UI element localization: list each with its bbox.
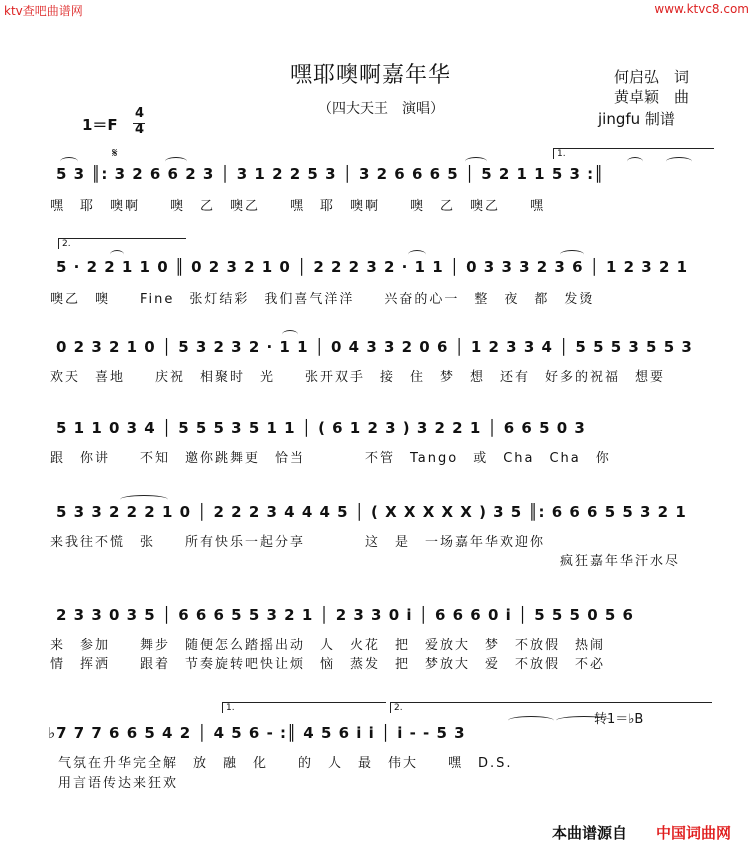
slur — [465, 157, 487, 166]
slur — [165, 157, 187, 166]
watermark-top-left: ktv查吧曲谱网 — [4, 4, 83, 18]
slur — [666, 157, 692, 166]
tie — [110, 250, 124, 259]
lyrics-line-1: 跟 你讲 不知 邀你跳舞更 恰当 不管 Tango 或 Cha Cha 你 — [50, 451, 611, 466]
footer-source-site: 中国词曲网 — [656, 824, 732, 842]
tie — [627, 157, 643, 166]
notation-line: 5 3 3 2 2 2 1 0 │ 2 2 2 3 4 4 4 5 │ ( X X X X X ) 3 5 ║: 6 6 6 5 5 3 2 1 — [56, 503, 687, 521]
volta-bracket: 1. — [553, 148, 714, 159]
slur — [508, 716, 554, 725]
lyrics-line-1: 来我往不慌 张 所有快乐一起分享 这 是 一场嘉年华欢迎你 — [50, 535, 546, 550]
slur — [560, 250, 584, 259]
lyrics-line-1: 来 参加 舞步 随便怎么踏摇出动 人 火花 把 爱放大 梦 不放假 热闹 — [50, 638, 606, 653]
tie — [282, 330, 298, 339]
watermark-top-right: www.ktvc8.com — [654, 2, 749, 16]
lyricist-credit: 何启弘 词 — [614, 68, 690, 86]
transcriber-credit: jingfu 制谱 — [598, 110, 675, 128]
time-signature-line — [133, 123, 145, 124]
volta-bracket: 2. — [58, 238, 186, 249]
notation-line: 0 2 3 2 1 0 │ 5 3 2 3 2 · 1 1 │ 0 4 3 3 2 0 6 │ 1 2 3 3 4 │ 5 5 5 3 5 5 3 — [56, 338, 693, 356]
notation-line: 5 1 1 0 3 4 │ 5 5 5 3 5 1 1 │ ( 6 1 2 3 ) 3 2 2 1 │ 6 6 5 0 3 — [56, 419, 586, 437]
lyrics-line-1: 噢乙 噢 Fine 张灯结彩 我们喜气洋洋 兴奋的心一 整 夜 都 发烫 — [50, 292, 595, 307]
lyrics-line-1: 欢天 喜地 庆祝 相聚时 光 张开双手 接 住 梦 想 还有 好多的祝福 想要 — [50, 370, 666, 385]
notation-line: 5 3 ║: 3 2 6 6 2 3 │ 3 1 2 2 5 3 │ 3 2 6 6 6 5 │ 5 2 1 1 5 3 :║ — [56, 165, 605, 183]
lyrics-line-1: 气氛在升华完全解 放 融 化 的 人 最 伟大 嘿 D.S. — [58, 756, 513, 771]
volta-bracket: 2. — [390, 702, 712, 713]
time-signature-bottom: 4 — [135, 122, 145, 137]
segno-icon: 𝄋 — [112, 146, 118, 161]
slur — [120, 495, 168, 504]
footer-source-label: 本曲谱源自 — [552, 824, 628, 842]
singer-credit: （四大天王 演唱） — [318, 101, 444, 117]
composer-credit: 黄卓颖 曲 — [614, 88, 690, 106]
lyrics-line-2: 情 挥洒 跟着 节奏旋转吧快让烦 恼 蒸发 把 梦放大 爱 不放假 不必 — [50, 657, 606, 672]
volta-bracket: 1. — [222, 702, 386, 713]
modulation-mark: 转1＝♭B — [594, 712, 644, 727]
notation-line: 2 3 3 0 3 5 │ 6 6 6 5 5 3 2 1 │ 2 3 3 0 i │ 6 6 6 0 i │ 5 5 5 0 5 6 — [56, 606, 634, 624]
notation-line: 5 · 2 2 1 1 0 ║ 0 2 3 2 1 0 │ 2 2 2 3 2 · 1 1 │ 0 3 3 3 2 3 6 │ 1 2 3 2 1 — [56, 258, 689, 276]
lyrics-line-2: 用言语传达来狂欢 — [58, 776, 179, 791]
slur — [60, 157, 78, 166]
time-signature-top: 4 — [135, 106, 145, 121]
key-signature: 1＝F — [82, 116, 118, 134]
tie — [408, 250, 426, 259]
lyrics-line-1: 嘿 耶 噢啊 噢 乙 噢乙 嘿 耶 噢啊 噢 乙 噢乙 嘿 — [50, 199, 546, 214]
notation-line: ♭7 7 7 6 6 5 4 2 │ 4 5 6 - :║ 4 5 6 i i │ i - - 5 3 — [48, 724, 466, 742]
lyrics-line-2: 疯狂嘉年华汗水尽 — [560, 554, 681, 569]
page-title: 嘿耶噢啊嘉年华 — [290, 63, 452, 88]
tie — [556, 716, 612, 725]
